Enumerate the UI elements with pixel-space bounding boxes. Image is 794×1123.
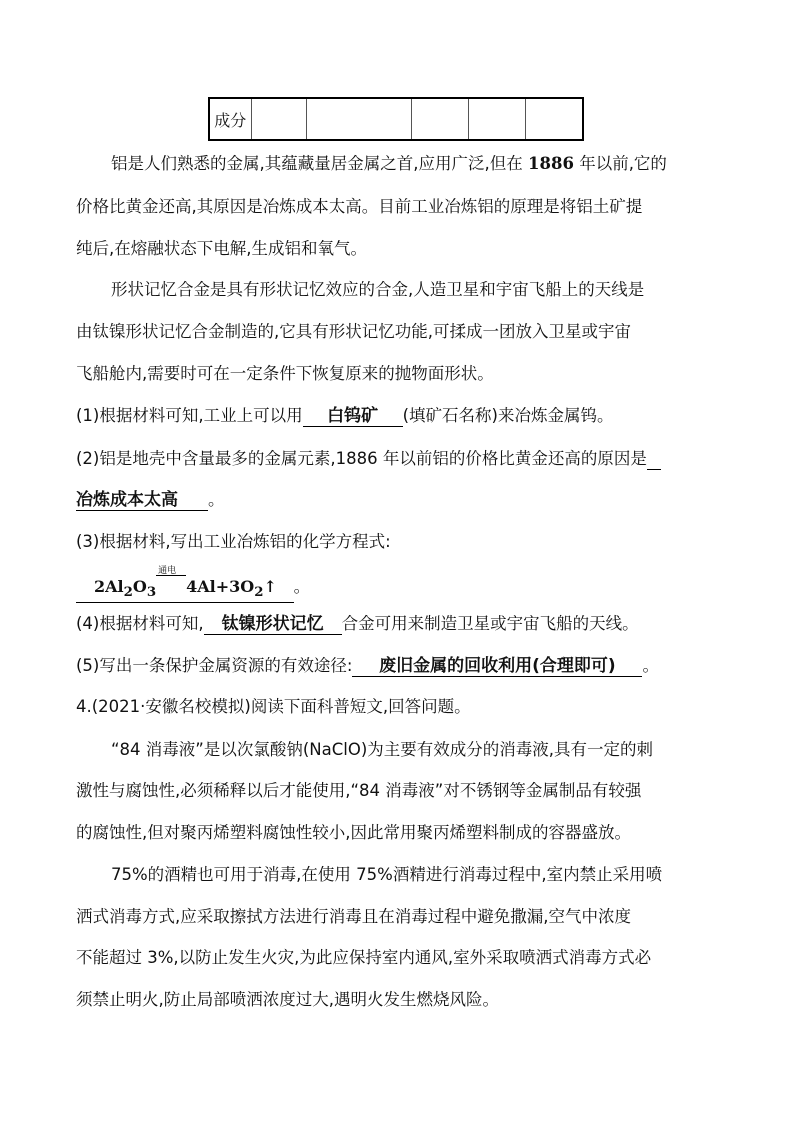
answer-3-equation: $2Al_2O_3$ 通电 $4Al+3O_2↑$ (76, 577, 294, 603)
question-5: (5)写出一条保护金属资源的有效途径: 废旧金属的回收利用(合理即可) 。 (76, 656, 659, 676)
paragraph-aluminum-line2: 价格比黄金还高,其原因是冶炼成本太高。目前工业冶炼铝的原理是将铝土矿提 (76, 197, 643, 216)
question-2: (2)铝是地壳中含量最多的金属元素,1886 年以前铝的价格比黄金还高的原因是 (76, 449, 661, 470)
paragraph-alcohol-line1: 75%的酒精也可用于消毒,在使用 75%酒精进行消毒过程中,室内禁止采用喷 (111, 865, 663, 884)
table-cell (307, 99, 412, 139)
paragraph-aluminum-line1: 铝是人们熟悉的金属,其蕴藏量居金属之首,应用广泛,但在 1886 年以前,它的 (111, 154, 667, 173)
composition-table (208, 97, 584, 141)
problem-4-title: 4.(2021·安徽名校模拟)阅读下面科普短文,回答问题。 (76, 697, 471, 716)
paragraph-84-line2: 激性与腐蚀性,必须稀释以后才能使用,“84 消毒液”对不锈钢等金属制品有较强 (76, 781, 642, 800)
table-cell-label: 成分 (210, 99, 252, 139)
paragraph-alcohol-line4: 须禁止明火,防止局部喷洒浓度过大,遇明火发生燃烧风险。 (76, 990, 499, 1009)
question-4: (4)根据材料可知, 钛镍形状记忆 合金可用来制造卫星或宇宙飞船的天线。 (76, 614, 639, 634)
paragraph-alcohol-line2: 洒式消毒方式,应采取擦拭方法进行消毒且在消毒过程中避免撒漏,空气中浓度 (76, 907, 631, 926)
paragraph-shape-memory-line1: 形状记忆合金是具有形状记忆效应的合金,人造卫星和宇宙飞船上的天线是 (111, 280, 645, 299)
table-cell (526, 99, 582, 139)
paragraph-aluminum-line3: 纯后,在熔融状态下电解,生成铝和氧气。 (76, 239, 367, 258)
equation-line: $2Al_2O_3$ 通电 $4Al+3O_2↑$ 。 (76, 577, 310, 603)
answer-2: 冶炼成本太高 (76, 490, 208, 511)
answer-5: 废旧金属的回收利用(合理即可) (352, 656, 642, 677)
question-1: (1)根据材料可知,工业上可以用 白钨矿 (填矿石名称)来冶炼金属钨。 (76, 406, 614, 426)
answer-1: 白钨矿 (303, 406, 403, 427)
answer-4: 钛镍形状记忆 (204, 614, 342, 635)
reaction-condition: 通电 (156, 577, 186, 597)
table-cell (412, 99, 469, 139)
question-3: (3)根据材料,写出工业冶炼铝的化学方程式: (76, 532, 391, 551)
table-cell (469, 99, 525, 139)
paragraph-84-line3: 的腐蚀性,但对聚丙烯塑料腐蚀性较小,因此常用聚丙烯塑料制成的容器盛放。 (76, 823, 631, 842)
paragraph-84-line1: “84 消毒液”是以次氯酸钠(NaClO)为主要有效成分的消毒液,具有一定的刺 (111, 740, 654, 759)
table-cell (252, 99, 307, 139)
paragraph-shape-memory-line3: 飞船舱内,需要时可在一定条件下恢复原来的抛物面形状。 (76, 364, 494, 383)
question-2-answer-line: 冶炼成本太高 。 (76, 490, 225, 510)
paragraph-alcohol-line3: 不能超过 3%,以防止发生火灾,为此应保持室内通风,室外采取喷洒式消毒方式必 (76, 948, 652, 967)
paragraph-shape-memory-line2: 由钛镍形状记忆合金制造的,它具有形状记忆功能,可揉成一团放入卫星或宇宙 (76, 322, 631, 341)
